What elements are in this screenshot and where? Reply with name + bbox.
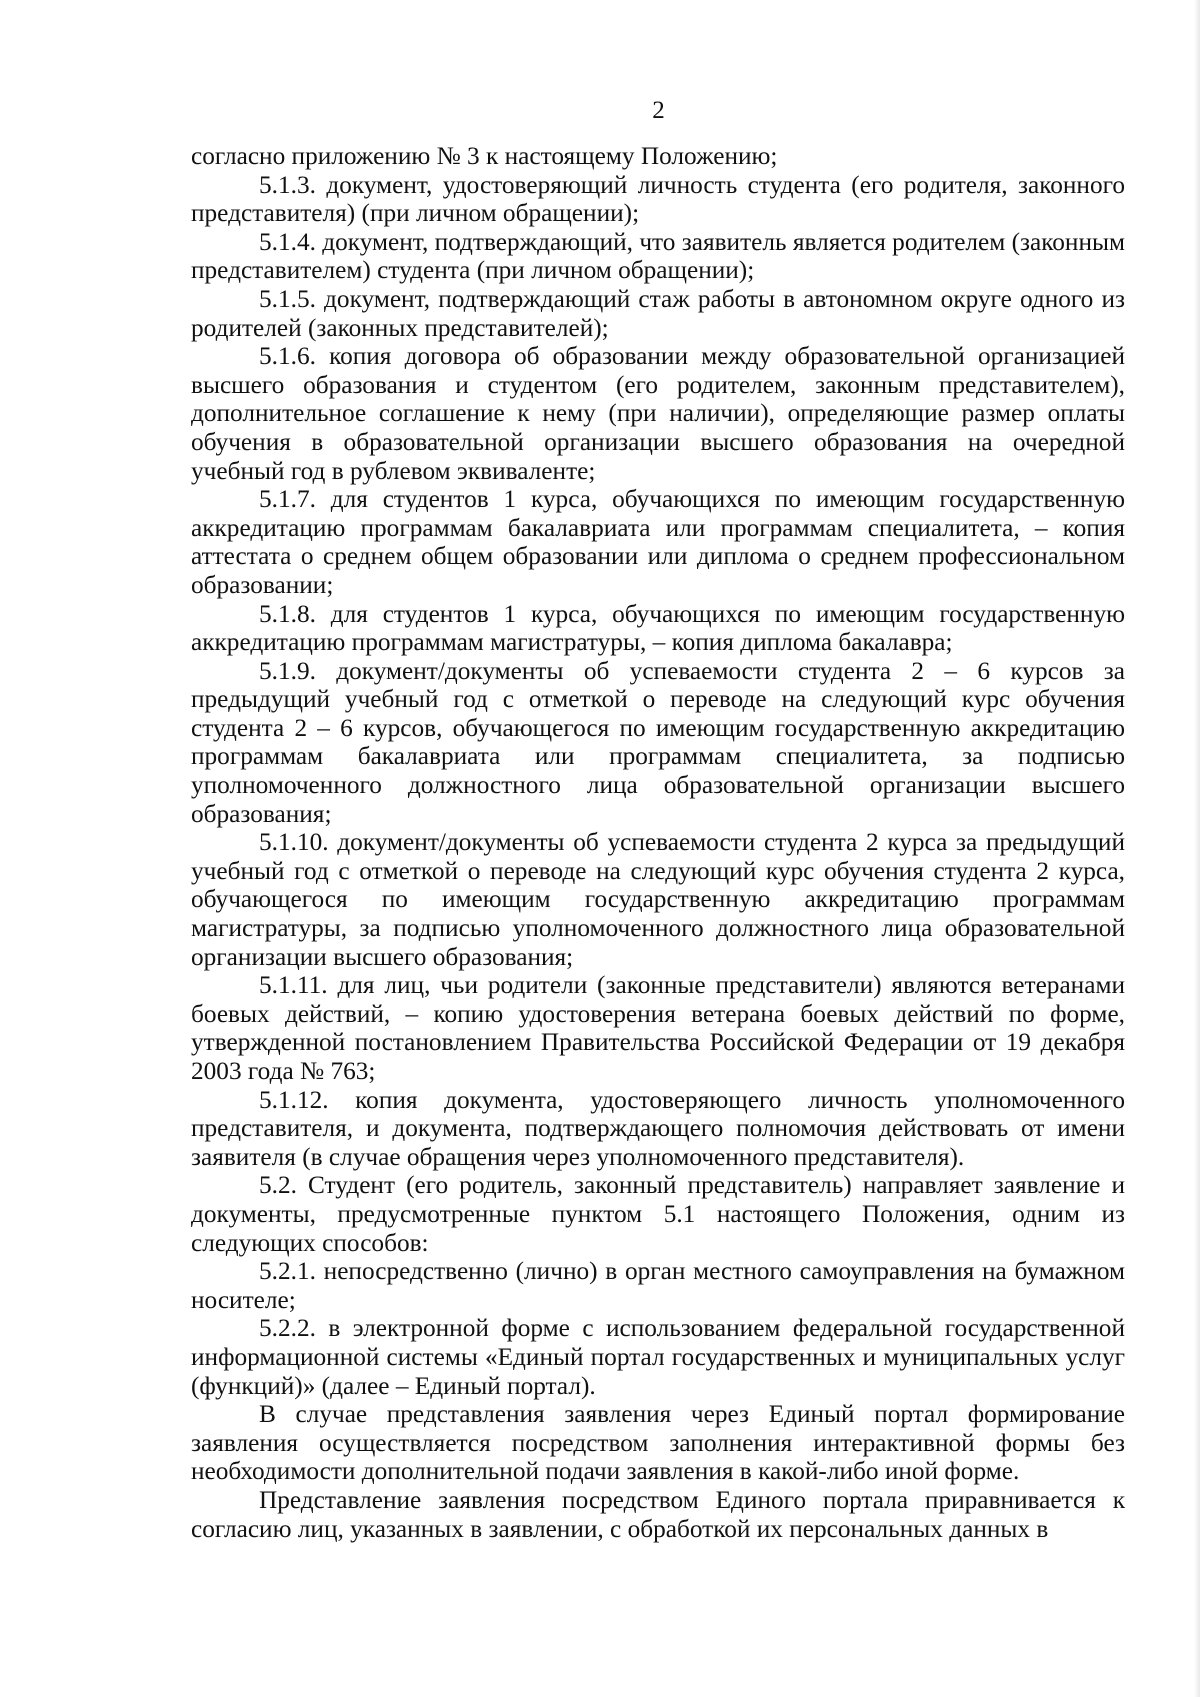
paragraph: согласно приложению № 3 к настоящему Положению; — [191, 142, 778, 170]
page-edge-shadow — [1194, 0, 1200, 1697]
paragraph: 5.1.5. документ, подтверждающий стаж работы в автономном округе одного из родителей (законных представителей); — [191, 284, 1125, 342]
document-body — [191, 142, 1125, 1543]
paragraph: 5.1.11. для лиц, чьи родители (законные представители) являются ветеранами боевых действий, – копию удостоверения ветерана боевых действий по форме, утвержденной постановлением Правительства Российской Федерации от 19 декабря 2003 года № 763; — [191, 971, 1125, 1085]
paragraph: 5.1.9. документ/документы об успеваемости студента 2 – 6 курсов за предыдущий учебный год с отметкой о переводе на следующий курс обучения студента 2 – 6 курсов, обучающегося по имеющим государственную аккредитацию программам бакалавриата или программам специалитета, за подписью уполномоченного должностного лица образовательной организации высшего образования; — [191, 656, 1125, 828]
paragraph: Представление заявления посредством Единого портала приравнивается к согласию лиц, указанных в заявлении, с обработкой их персональных данных в — [191, 1485, 1125, 1543]
paragraph: 5.1.6. копия договора об образовании между образовательной организацией высшего образования и студентом (его родителем, законным представителем), дополнительное соглашение к нему (при наличии), определяющие размер оплаты обучения в образовательной организации высшего образования на очередной учебный год в рублевом эквиваленте; — [191, 342, 1125, 485]
paragraph: 5.2. Студент (его родитель, законный представитель) направляет заявление и документы, предусмотренные пунктом 5.1 настоящего Положения, одним из следующих способов: — [191, 1171, 1125, 1257]
paragraph: 5.1.7. для студентов 1 курса, обучающихся по имеющим государственную аккредитацию программам бакалавриата или программам специалитета, – копия аттестата о среднем общем образовании или диплома о среднем профессиональном образовании; — [191, 485, 1125, 599]
paragraph: 5.1.4. документ, подтверждающий, что заявитель является родителем (законным представителем) студента (при личном обращении); — [191, 227, 1125, 285]
paragraph: 5.1.8. для студентов 1 курса, обучающихся по имеющим государственную аккредитацию программам магистратуры, – копия диплома бакалавра; — [191, 599, 1125, 657]
paragraph: 5.1.3. документ, удостоверяющий личность студента (его родителя, законного представителя) (при личном обращении); — [191, 170, 1125, 228]
page-number: 2 — [652, 97, 665, 124]
paragraph: 5.2.2. в электронной форме с использованием федеральной государственной информационной системы «Единый портал государственных и муниципальных услуг (функций)» (далее – Единый портал). — [191, 1314, 1125, 1400]
paragraph: В случае представления заявления через Единый портал формирование заявления осуществляется посредством заполнения интерактивной формы без необходимости дополнительной подачи заявления в какой-либо иной форме. — [191, 1400, 1125, 1486]
paragraph: 5.1.12. копия документа, удостоверяющего личность уполномоченного представителя, и документа, подтверждающего полномочия действовать от имени заявителя (в случае обращения через уполномоченного представителя). — [191, 1085, 1125, 1171]
paragraph: 5.1.10. документ/документы об успеваемости студента 2 курса за предыдущий учебный год с отметкой о переводе на следующий курс обучения студента 2 курса, обучающегося по имеющим государственную аккредитацию программам магистратуры, за подписью уполномоченного должностного лица образовательной организации высшего образования; — [191, 828, 1125, 971]
paragraph: 5.2.1. непосредственно (лично) в орган местного самоуправления на бумажном носителе; — [191, 1257, 1125, 1314]
